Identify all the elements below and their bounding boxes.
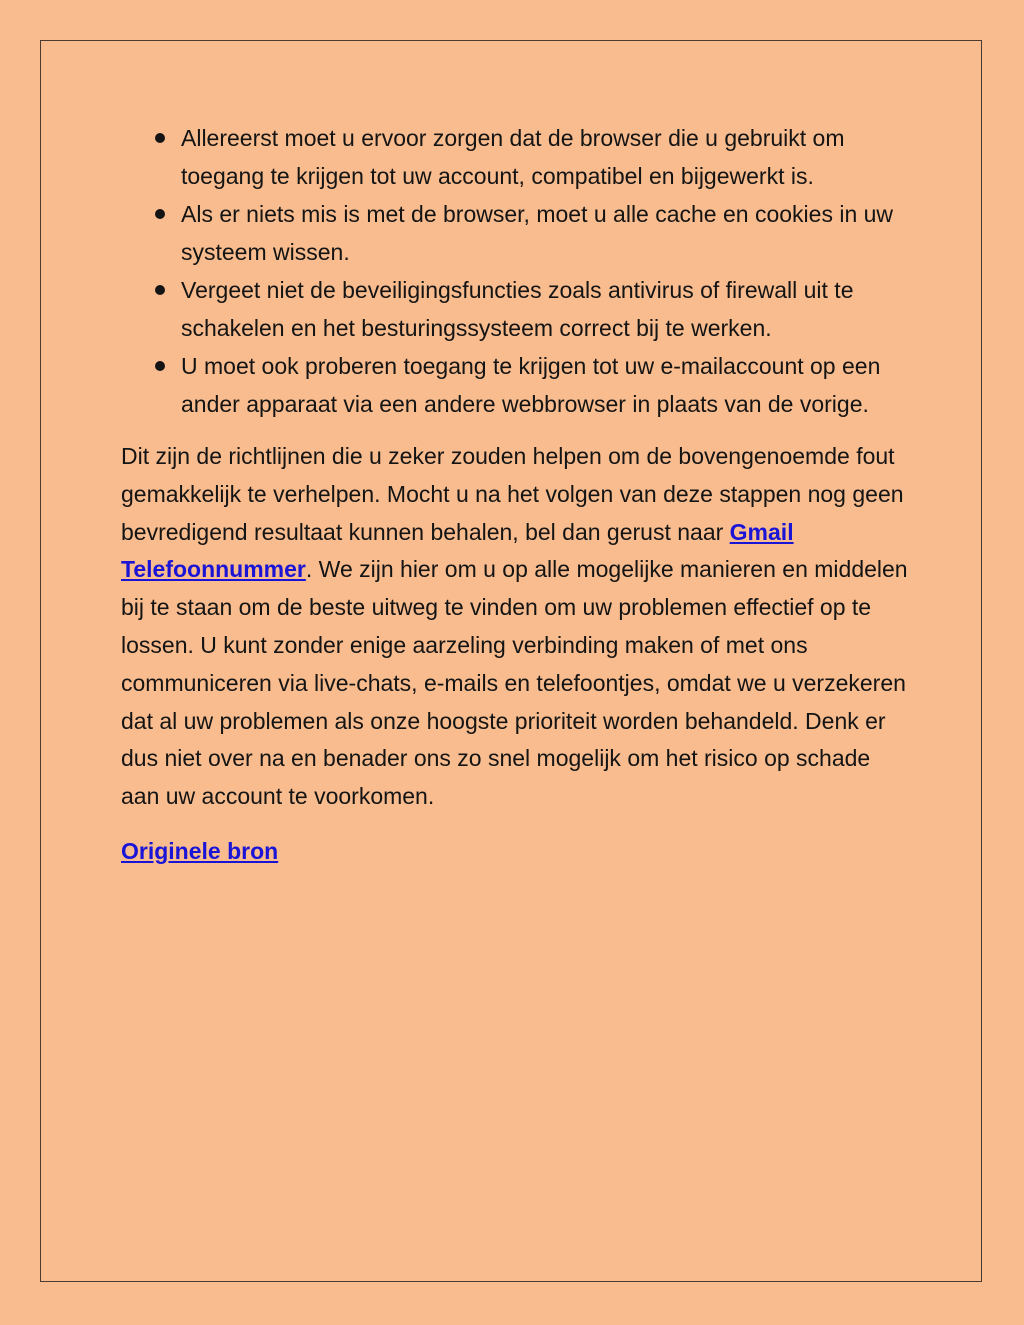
bullet-list (121, 119, 911, 423)
list-item (121, 195, 911, 271)
bullet-text: U moet ook proberen toegang te krijgen tot uw e-mailaccount op een ander apparaat via een andere webbrowser in plaats van de vorige. (181, 353, 881, 417)
paragraph-text-before-link: Dit zijn de richtlijnen die u zeker zouden helpen om de bovengenoemde fout gemakkelijk te verhelpen. Mocht u na het volgen van deze stappen nog geen bevredigend resultaat kunnen behalen, bel dan gerust naar (121, 443, 904, 545)
paragraph-text-after-link: . We zijn hier om u op alle mogelijke manieren en middelen bij te staan om de beste uitweg te vinden om uw problemen effectief op te lossen. U kunt zonder enige aarzeling verbinding maken of met ons communiceren via live-chats, e-mails en telefoontjes, omdat we u verzekeren dat al uw problemen als onze hoogste prioriteit worden behandeld. Denk er dus niet over na en benader ons zo snel mogelijk om het risico op schade aan uw account te voorkomen. (121, 556, 908, 810)
document-content (121, 119, 911, 870)
bullet-icon (155, 209, 165, 219)
bullet-text: Als er niets mis is met de browser, moet u alle cache en cookies in uw systeem wissen. (181, 201, 894, 265)
bullet-text: Allereerst moet u ervoor zorgen dat de browser die u gebruikt om toegang te krijgen tot uw account, compatibel en bijgewerkt is. (181, 125, 845, 189)
body-paragraph (121, 438, 911, 816)
list-item (121, 119, 911, 195)
bullet-icon (155, 285, 165, 295)
bullet-icon (155, 133, 165, 143)
bullet-text: Vergeet niet de beveiligingsfuncties zoals antivirus of firewall uit te schakelen en het besturingssysteem correct bij te werken. (181, 277, 854, 341)
list-item (121, 347, 911, 423)
gmail-phone-link[interactable]: Gmail Telefoonnummer (121, 518, 794, 583)
bullet-icon (155, 361, 165, 371)
source-paragraph (121, 832, 911, 870)
list-item (121, 271, 911, 347)
original-source-link[interactable]: Originele bron (121, 837, 279, 864)
